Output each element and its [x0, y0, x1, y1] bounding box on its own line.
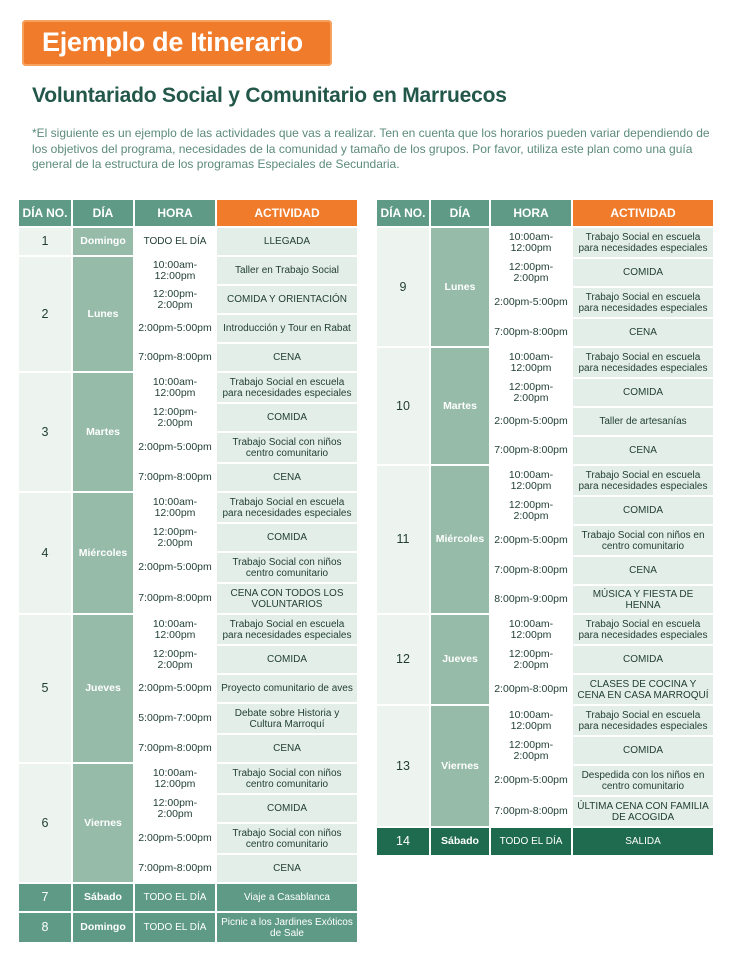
header-dia-no: DÍA NO.	[19, 200, 71, 226]
activity-cell: CENA CON TODOS LOS VOLUNTARIOS	[217, 584, 357, 613]
activity-cell: Trabajo Social en escuela para necesidades especiales	[573, 466, 713, 495]
header-actividad: ACTIVIDAD	[217, 200, 357, 226]
activity-cell: Trabajo Social con niños centro comunitario	[217, 824, 357, 853]
activity-cell: Trabajo Social en escuela para necesidades especiales	[573, 348, 713, 377]
table-row	[19, 764, 357, 793]
day-name: Jueves	[73, 615, 133, 762]
time-cell: TODO EL DÍA	[135, 884, 215, 911]
time-cell: 10:00am-12:00pm	[135, 764, 215, 793]
table-row	[377, 466, 713, 495]
activity-cell: SALIDA	[573, 828, 713, 855]
day-name: Domingo	[73, 228, 133, 255]
day-number: 12	[377, 615, 429, 704]
activity-cell: COMIDA	[573, 646, 713, 673]
time-cell: 5:00pm-7:00pm	[135, 704, 215, 733]
time-cell: 12:00pm-2:00pm	[135, 795, 215, 822]
activity-cell: COMIDA	[217, 795, 357, 822]
activity-cell: Proyecto comunitario de aves	[217, 675, 357, 702]
activity-cell: Trabajo Social en escuela para necesidades especiales	[573, 288, 713, 317]
day-number: 4	[19, 493, 71, 613]
table-row	[377, 348, 713, 377]
day-name: Viernes	[431, 706, 489, 826]
time-cell: 2:00pm-5:00pm	[135, 824, 215, 853]
day-number: 3	[19, 373, 71, 491]
day-name: Jueves	[431, 615, 489, 704]
day-number: 9	[377, 228, 429, 346]
day-number: 1	[19, 228, 71, 255]
time-cell: 2:00pm-5:00pm	[491, 766, 571, 795]
header-hora: HORA	[135, 200, 215, 226]
activity-cell: ÚLTIMA CENA CON FAMILIA DE ACOGIDA	[573, 797, 713, 826]
table-row	[19, 373, 357, 402]
time-cell: TODO EL DÍA	[135, 913, 215, 942]
activity-cell: CENA	[573, 557, 713, 584]
day-number: 13	[377, 706, 429, 826]
table-row	[19, 884, 357, 911]
activity-cell: Picnic a los Jardines Exóticos de Sale	[217, 913, 357, 942]
time-cell: 7:00pm-8:00pm	[491, 557, 571, 584]
activity-cell: Trabajo Social con niños centro comunitario	[217, 553, 357, 582]
table-row	[377, 228, 713, 257]
activity-cell: Trabajo Social en escuela para necesidades especiales	[573, 706, 713, 735]
activity-cell: Despedida con los niños en centro comunitario	[573, 766, 713, 795]
time-cell: 10:00am-12:00pm	[491, 348, 571, 377]
day-name: Lunes	[431, 228, 489, 346]
activity-cell: Trabajo Social en escuela para necesidades especiales	[573, 615, 713, 644]
activity-cell: CENA	[573, 437, 713, 464]
time-cell: 2:00pm-8:00pm	[491, 675, 571, 704]
time-cell: 10:00am-12:00pm	[135, 373, 215, 402]
time-cell: 2:00pm-5:00pm	[491, 526, 571, 555]
activity-cell: Debate sobre Historia y Cultura Marroquí	[217, 704, 357, 733]
table-row	[377, 706, 713, 735]
time-cell: 7:00pm-8:00pm	[135, 855, 215, 882]
time-cell: 10:00am-12:00pm	[491, 615, 571, 644]
page-title: Voluntariado Social y Comunitario en Marruecos	[32, 84, 507, 107]
activity-cell: Trabajo Social en escuela para necesidades especiales	[573, 228, 713, 257]
activity-cell: COMIDA Y ORIENTACIÓN	[217, 286, 357, 313]
day-name: Miércoles	[431, 466, 489, 613]
day-name: Miércoles	[73, 493, 133, 613]
time-cell: 12:00pm-2:00pm	[135, 524, 215, 551]
time-cell: 7:00pm-8:00pm	[491, 437, 571, 464]
activity-cell: Introducción y Tour en Rabat	[217, 315, 357, 342]
time-cell: 2:00pm-5:00pm	[491, 408, 571, 435]
time-cell: 7:00pm-8:00pm	[135, 464, 215, 491]
activity-cell: CENA	[217, 855, 357, 882]
activity-cell: Trabajo Social con niños centro comunitario	[217, 764, 357, 793]
day-number: 8	[19, 913, 71, 942]
activity-cell: CENA	[217, 464, 357, 491]
day-name: Martes	[73, 373, 133, 491]
time-cell: 2:00pm-5:00pm	[135, 315, 215, 342]
header-dia-no: DÍA NO.	[377, 200, 429, 226]
time-cell: 2:00pm-5:00pm	[135, 433, 215, 462]
day-name: Domingo	[73, 913, 133, 942]
activity-cell: Taller en Trabajo Social	[217, 257, 357, 284]
day-number: 10	[377, 348, 429, 464]
activity-cell: COMIDA	[573, 259, 713, 286]
table-row	[19, 913, 357, 942]
activity-cell: COMIDA	[573, 497, 713, 524]
time-cell: 10:00am-12:00pm	[491, 466, 571, 495]
header-dia: DÍA	[431, 200, 489, 226]
table-row	[19, 615, 357, 644]
time-cell: 7:00pm-8:00pm	[135, 584, 215, 613]
header-hora: HORA	[491, 200, 571, 226]
header-dia: DÍA	[73, 200, 133, 226]
time-cell: 12:00pm-2:00pm	[491, 646, 571, 673]
day-number: 2	[19, 257, 71, 371]
day-number: 6	[19, 764, 71, 882]
day-number: 7	[19, 884, 71, 911]
table-row	[19, 228, 357, 255]
activity-cell: CENA	[217, 735, 357, 762]
day-name: Sábado	[431, 828, 489, 855]
time-cell: 10:00am-12:00pm	[135, 493, 215, 522]
time-cell: 12:00pm-2:00pm	[491, 379, 571, 406]
activity-cell: COMIDA	[217, 646, 357, 673]
activity-cell: COMIDA	[217, 404, 357, 431]
activity-cell: COMIDA	[573, 737, 713, 764]
time-cell: 7:00pm-8:00pm	[135, 735, 215, 762]
intro-text: *El siguiente es un ejemplo de las actividades que vas a realizar. Ten en cuenta que los horarios pueden variar dependiendo de los objetivos del programa, necesidades de la comunidad y tamaño de los grupos. Por favor, utiliza este plan como una guía general de la estructura de los programas Especiales de Secundaria.	[32, 126, 710, 171]
activity-cell: MÚSICA Y FIESTA DE HENNA	[573, 586, 713, 613]
activity-cell: COMIDA	[217, 524, 357, 551]
title-banner	[22, 20, 332, 66]
day-number: 5	[19, 615, 71, 762]
activity-cell: Trabajo Social con niños centro comunitario	[217, 433, 357, 462]
activity-cell: COMIDA	[573, 379, 713, 406]
activity-cell: CENA	[573, 319, 713, 346]
table-row	[377, 828, 713, 855]
table-row	[19, 257, 357, 284]
time-cell: 2:00pm-5:00pm	[135, 675, 215, 702]
table-row	[377, 615, 713, 644]
activity-cell: Trabajo Social en escuela para necesidades especiales	[217, 373, 357, 402]
time-cell: 8:00pm-9:00pm	[491, 586, 571, 613]
activity-cell: Viaje a Casablanca	[217, 884, 357, 911]
time-cell: 2:00pm-5:00pm	[135, 553, 215, 582]
time-cell: TODO EL DÍA	[491, 828, 571, 855]
day-number: 11	[377, 466, 429, 613]
time-cell: 10:00am-12:00pm	[491, 228, 571, 257]
time-cell: 12:00pm-2:00pm	[135, 286, 215, 313]
time-cell: 12:00pm-2:00pm	[135, 646, 215, 673]
time-cell: 7:00pm-8:00pm	[491, 797, 571, 826]
time-cell: TODO EL DÍA	[135, 228, 215, 255]
time-cell: 2:00pm-5:00pm	[491, 288, 571, 317]
time-cell: 7:00pm-8:00pm	[135, 344, 215, 371]
time-cell: 12:00pm-2:00pm	[491, 497, 571, 524]
time-cell: 10:00am-12:00pm	[135, 615, 215, 644]
activity-cell: CENA	[217, 344, 357, 371]
day-number: 14	[377, 828, 429, 855]
time-cell: 12:00pm-2:00pm	[491, 737, 571, 764]
day-name: Lunes	[73, 257, 133, 371]
day-name: Sábado	[73, 884, 133, 911]
time-cell: 12:00pm-2:00pm	[491, 259, 571, 286]
table-row	[19, 493, 357, 522]
time-cell: 7:00pm-8:00pm	[491, 319, 571, 346]
day-name: Viernes	[73, 764, 133, 882]
activity-cell: LLEGADA	[217, 228, 357, 255]
time-cell: 12:00pm-2:00pm	[135, 404, 215, 431]
activity-cell: Trabajo Social en escuela para necesidades especiales	[217, 493, 357, 522]
activity-cell: CLASES DE COCINA Y CENA EN CASA MARROQUÍ	[573, 675, 713, 704]
activity-cell: Taller de artesanías	[573, 408, 713, 435]
itinerary-table-right	[375, 198, 715, 857]
day-name: Martes	[431, 348, 489, 464]
time-cell: 10:00am-12:00pm	[491, 706, 571, 735]
activity-cell: Trabajo Social con niños en centro comunitario	[573, 526, 713, 555]
header-actividad: ACTIVIDAD	[573, 200, 713, 226]
banner-title: Ejemplo de Itinerario	[42, 27, 303, 57]
itinerary-table-left	[17, 198, 359, 944]
time-cell: 10:00am-12:00pm	[135, 257, 215, 284]
activity-cell: Trabajo Social en escuela para necesidades especiales	[217, 615, 357, 644]
